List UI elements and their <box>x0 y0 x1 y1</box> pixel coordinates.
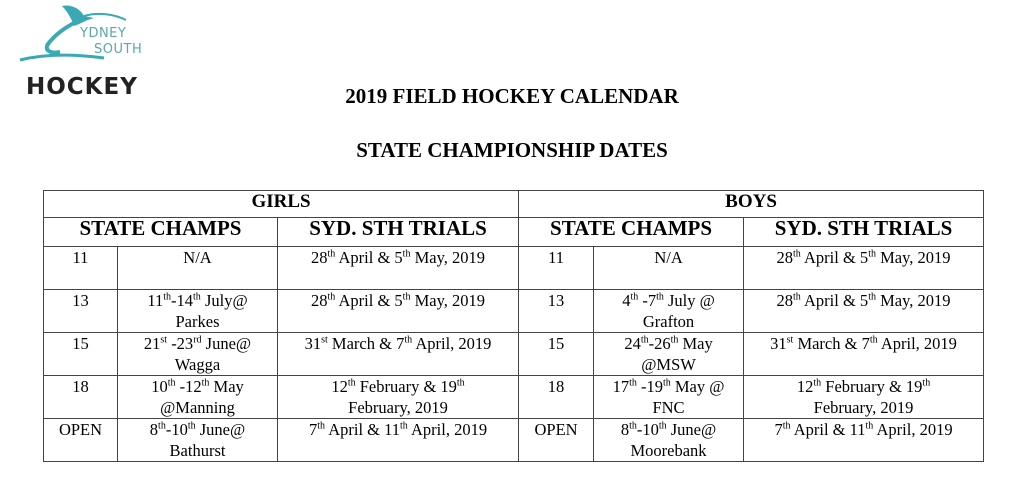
column-header-boys-state-champs: STATE CHAMPS <box>519 218 744 247</box>
boys-age-cell: 18 <box>519 376 594 419</box>
boys-state-champs-cell: 17th -19th May @ FNC <box>594 376 744 419</box>
girls-state-champs-cell: 8th-10th June@ Bathurst <box>118 419 278 462</box>
girls-state-champs-cell: 11th-14th July@ Parkes <box>118 290 278 333</box>
group-header-boys: BOYS <box>519 191 984 218</box>
girls-state-champs-cell: N/A <box>118 247 278 290</box>
table-row <box>44 247 984 290</box>
boys-trials-cell: 12th February & 19th February, 2019 <box>744 376 984 419</box>
girls-age-cell: 18 <box>44 376 118 419</box>
table-row <box>44 290 984 333</box>
girls-trials-cell: 31st March & 7th April, 2019 <box>278 333 519 376</box>
boys-age-cell: 15 <box>519 333 594 376</box>
boys-state-champs-cell: 4th -7th July @ Grafton <box>594 290 744 333</box>
girls-trials-cell: 7th April & 11th April, 2019 <box>278 419 519 462</box>
boys-state-champs-cell: 24th-26th May @MSW <box>594 333 744 376</box>
logo-text-sydney: YDNEY <box>80 26 127 41</box>
championship-calendar-table <box>43 190 984 462</box>
boys-age-cell: OPEN <box>519 419 594 462</box>
table-row <box>44 333 984 376</box>
table-row <box>44 376 984 419</box>
logo-text-hockey: HOCKEY <box>26 74 138 100</box>
girls-trials-cell: 28th April & 5th May, 2019 <box>278 290 519 333</box>
boys-trials-cell: 28th April & 5th May, 2019 <box>744 247 984 290</box>
girls-age-cell: OPEN <box>44 419 118 462</box>
boys-trials-cell: 31st March & 7th April, 2019 <box>744 333 984 376</box>
boys-state-champs-cell: 8th-10th June@ Moorebank <box>594 419 744 462</box>
girls-age-cell: 15 <box>44 333 118 376</box>
boys-age-cell: 13 <box>519 290 594 333</box>
girls-age-cell: 11 <box>44 247 118 290</box>
table-row <box>44 419 984 462</box>
page-subtitle: STATE CHAMPIONSHIP DATES <box>356 138 668 162</box>
column-header-boys-trials: SYD. STH TRIALS <box>744 218 984 247</box>
girls-trials-cell: 28th April & 5th May, 2019 <box>278 247 519 290</box>
girls-trials-cell: 12th February & 19th February, 2019 <box>278 376 519 419</box>
column-header-girls-state-champs: STATE CHAMPS <box>44 218 278 247</box>
boys-age-cell: 11 <box>519 247 594 290</box>
logo-text-south: SOUTH <box>94 42 143 57</box>
boys-trials-cell: 28th April & 5th May, 2019 <box>744 290 984 333</box>
column-header-girls-trials: SYD. STH TRIALS <box>278 218 519 247</box>
boys-state-champs-cell: N/A <box>594 247 744 290</box>
girls-state-champs-cell: 21st -23rd June@ Wagga <box>118 333 278 376</box>
girls-state-champs-cell: 10th -12th May @Manning <box>118 376 278 419</box>
boys-trials-cell: 7th April & 11th April, 2019 <box>744 419 984 462</box>
group-header-girls: GIRLS <box>44 191 519 218</box>
page-title: 2019 FIELD HOCKEY CALENDAR <box>345 84 679 108</box>
girls-age-cell: 13 <box>44 290 118 333</box>
